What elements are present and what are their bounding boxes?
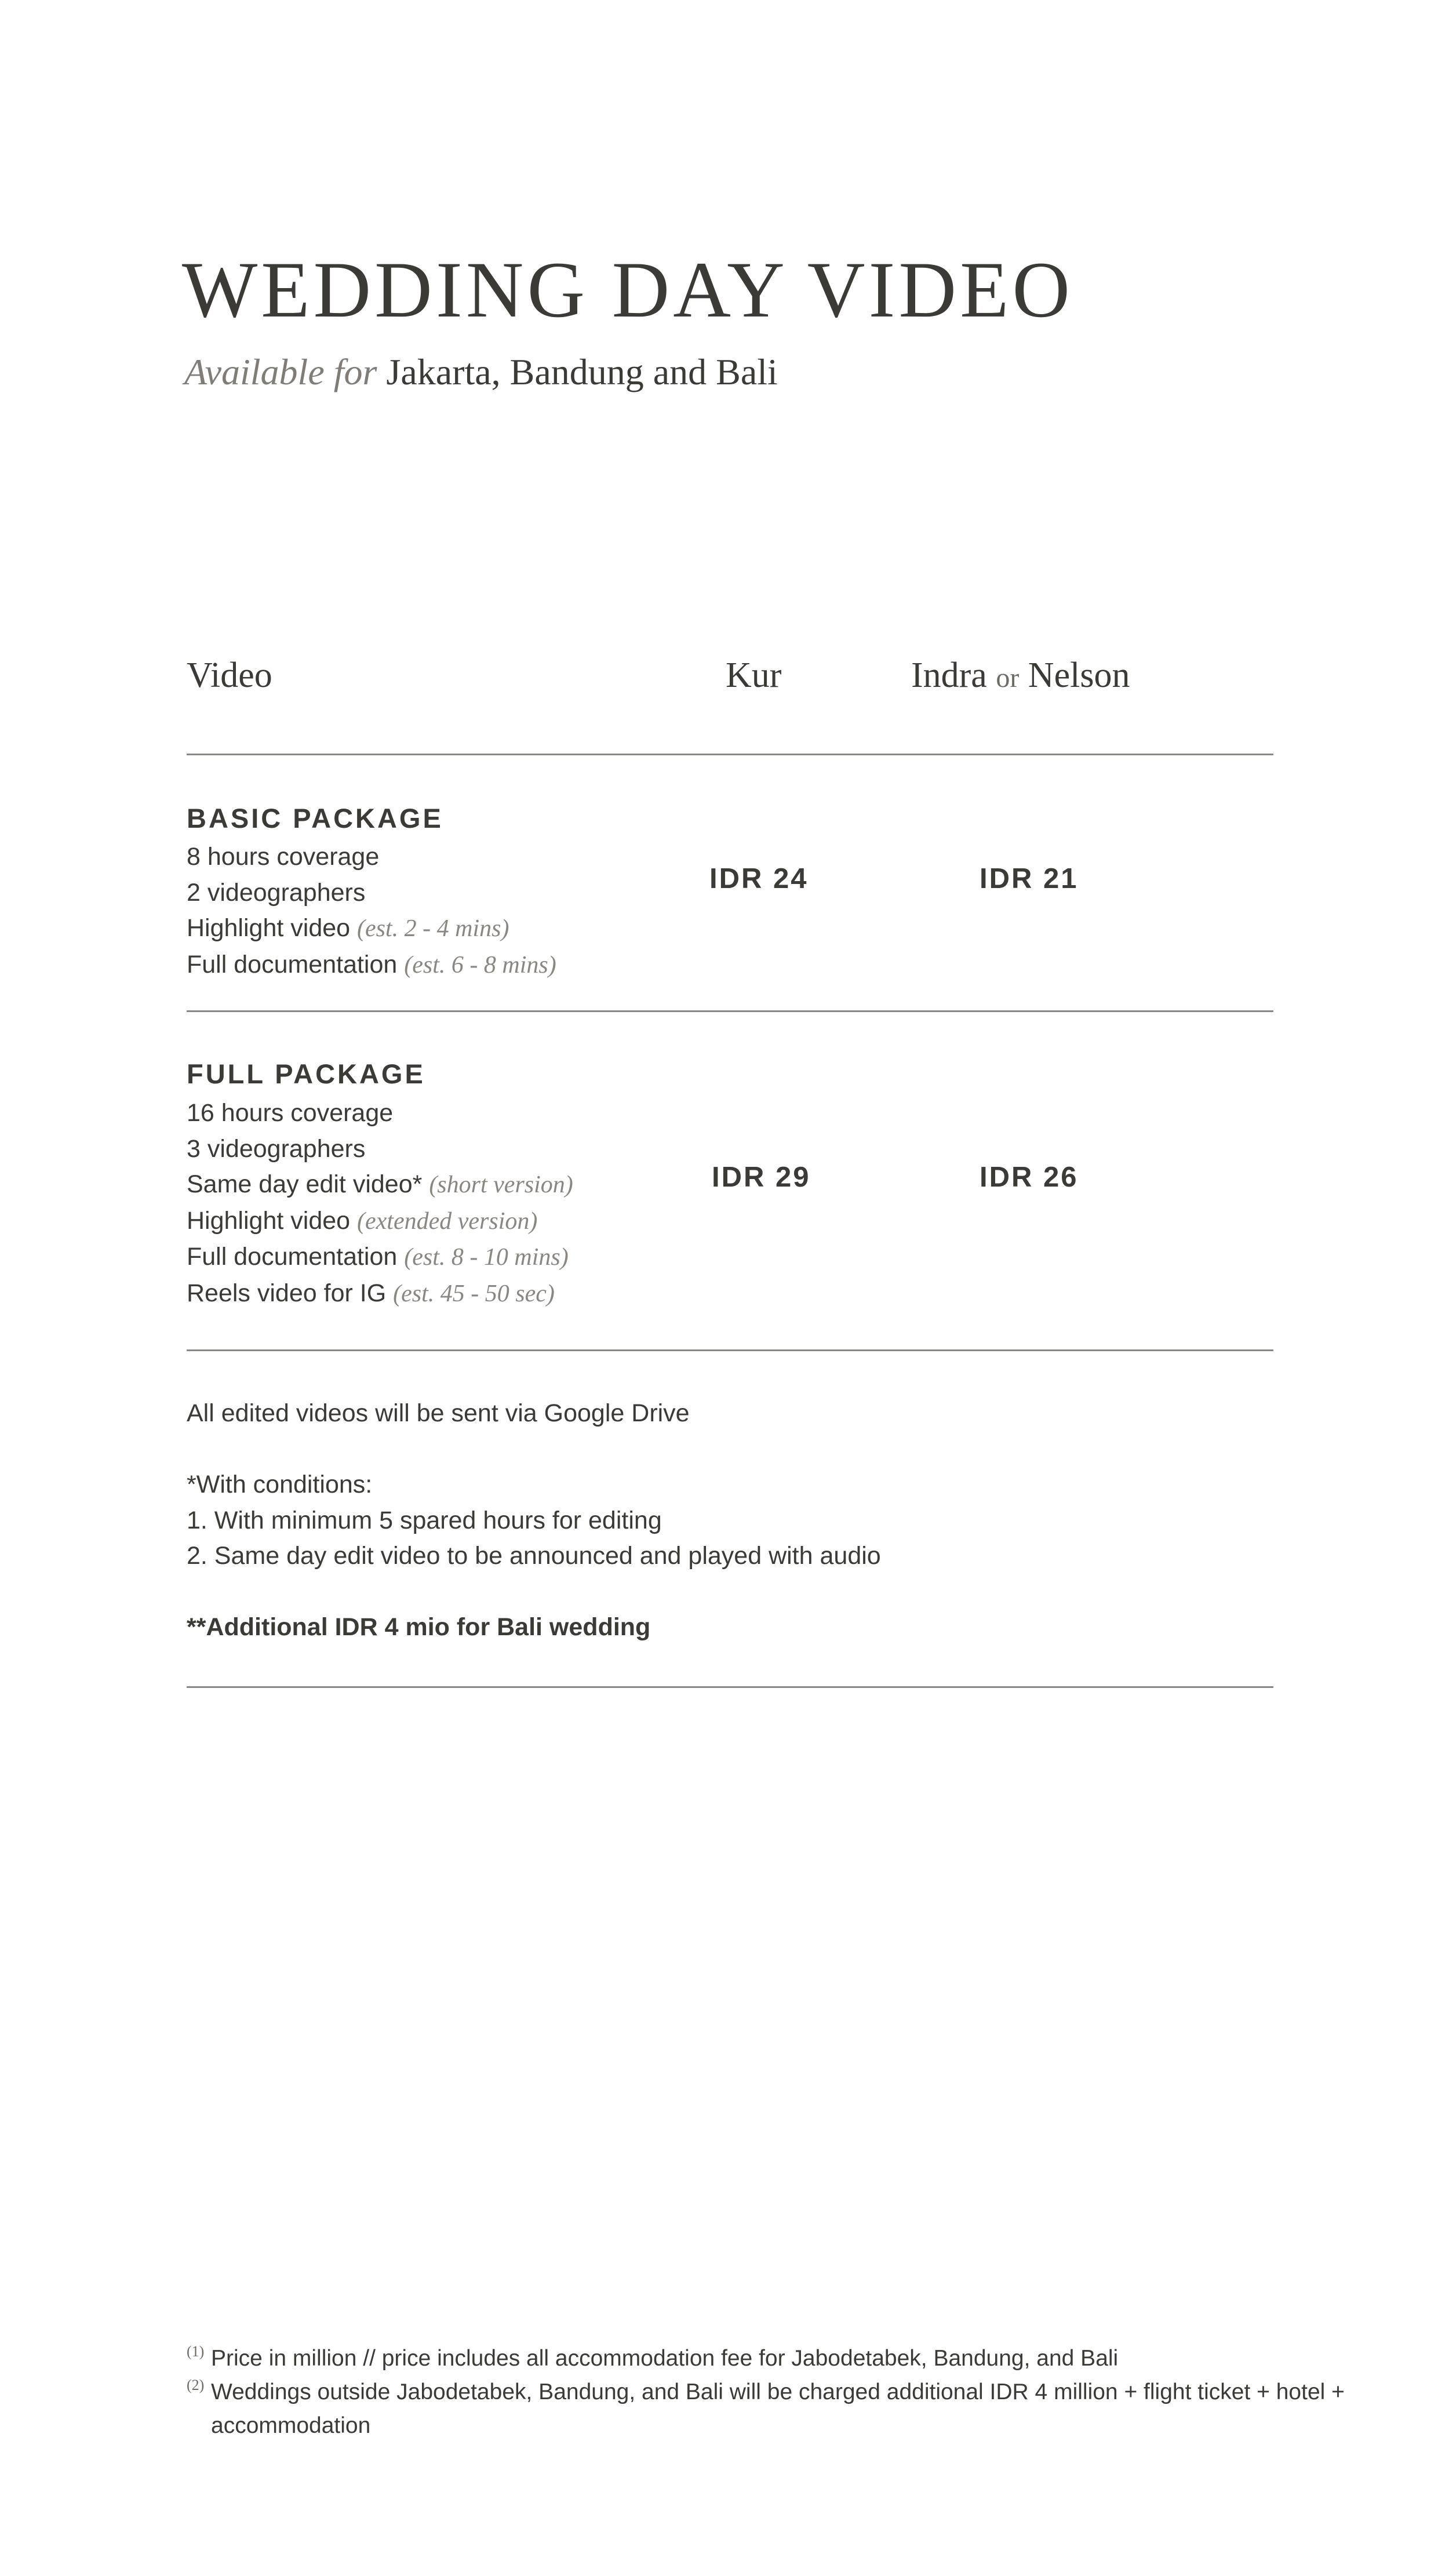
- subtitle-locations: Jakarta, Bandung and Bali: [386, 351, 778, 392]
- list-item: 16 hours coverage: [187, 1099, 394, 1127]
- column-header-or: or: [996, 663, 1020, 693]
- list-item: 3 videographers: [187, 1134, 366, 1163]
- page-subtitle: [184, 351, 778, 394]
- list-item: Highlight video (est. 2 - 4 mins): [187, 914, 509, 942]
- price-basic-indra-nelson: IDR 21: [980, 863, 1079, 894]
- column-header-indra-nelson: [911, 655, 1130, 696]
- package-title-full: FULL PACKAGE: [187, 1058, 425, 1089]
- price-full-indra-nelson: IDR 26: [980, 1162, 1079, 1193]
- spacer: [187, 1432, 881, 1468]
- notes-section: [187, 1396, 881, 1646]
- column-header-nelson: Nelson: [1028, 656, 1130, 695]
- list-item: Full documentation (est. 8 - 10 mins): [187, 1243, 569, 1271]
- note-bali: **Additional IDR 4 mio for Bali wedding: [187, 1613, 651, 1641]
- divider: [187, 1349, 1273, 1351]
- divider: [187, 754, 1273, 755]
- footnote-text: Price in million // price includes all accommodation fee for Jabodetabek, Bandung, and Bali: [211, 2346, 1119, 2371]
- footnotes: [187, 2342, 1357, 2443]
- list-item: 8 hours coverage: [187, 843, 380, 871]
- list-item: Reels video for IG (est. 45 - 50 sec): [187, 1279, 555, 1307]
- package-title-basic: BASIC PACKAGE: [187, 803, 443, 834]
- note-conditions-title: *With conditions:: [187, 1471, 373, 1498]
- footnote-text: Weddings outside Jabodetabek, Bandung, and Bali will be charged additional IDR 4 million + flight ticket + hotel + accommodation: [211, 2379, 1345, 2438]
- spacer: [187, 1574, 881, 1610]
- footnote-1: [187, 2342, 1357, 2375]
- note-condition-2: 2. Same day edit video to be announced and played with audio: [187, 1542, 881, 1570]
- footnote-mark: (1): [187, 2343, 205, 2360]
- list-item: Full documentation (est. 6 - 8 mins): [187, 950, 556, 978]
- divider: [187, 1010, 1273, 1012]
- list-item: Same day edit video* (short version): [187, 1170, 573, 1198]
- price-full-kur: IDR 29: [712, 1162, 811, 1193]
- page-title: WEDDING DAY VIDEO: [182, 245, 1074, 334]
- footnote-mark: (2): [187, 2377, 205, 2393]
- column-header-indra: Indra: [911, 656, 987, 695]
- package-items-full: [187, 1096, 573, 1312]
- note-delivery: All edited videos will be sent via Google Drive: [187, 1399, 690, 1427]
- column-header-video: Video: [187, 656, 272, 695]
- footnote-2: [187, 2375, 1357, 2443]
- column-header-kur: Kur: [726, 656, 782, 695]
- list-item: 2 videographers: [187, 878, 366, 907]
- package-items-basic: [187, 839, 556, 983]
- subtitle-prefix: Available for: [184, 351, 377, 392]
- list-item: Highlight video (extended version): [187, 1206, 538, 1235]
- divider: [187, 1686, 1273, 1688]
- price-basic-kur: IDR 24: [709, 863, 809, 894]
- note-condition-1: 1. With minimum 5 spared hours for editing: [187, 1506, 662, 1534]
